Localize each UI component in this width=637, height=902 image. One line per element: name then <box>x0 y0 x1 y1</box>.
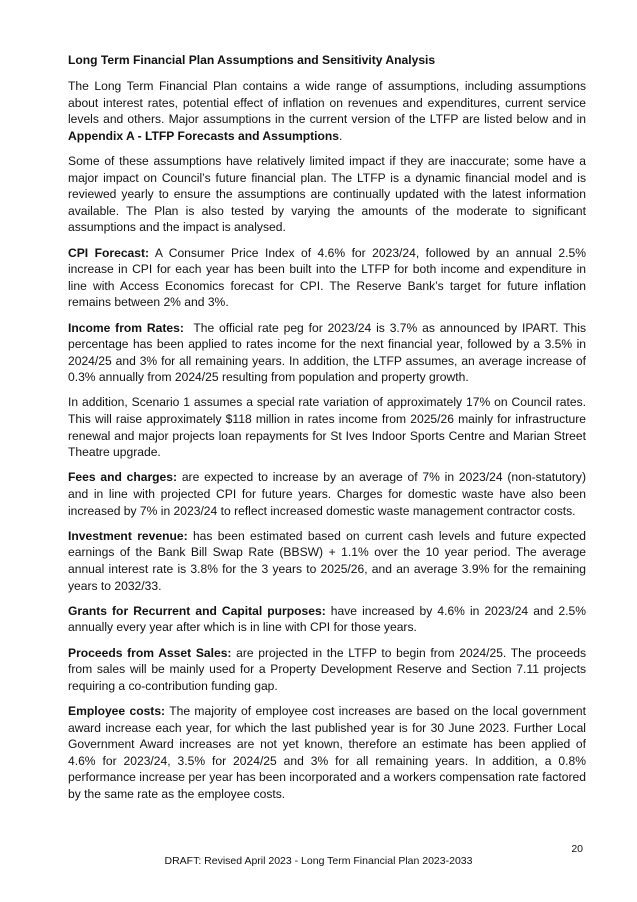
paragraph-cpi <box>68 245 586 311</box>
intro-text: The Long Term Financial Plan contains a wide range of assumptions, including assumptions about interest rates, potential effect of inflation on revenues and expenditures, current service levels and others. Major assumptions in the current version of the LTFP are listed below and in <box>68 79 586 127</box>
investment-label: Investment revenue: <box>68 528 188 543</box>
paragraph-fees <box>68 469 586 519</box>
fees-label: Fees and charges: <box>68 470 178 485</box>
paragraph-grants <box>68 603 586 636</box>
paragraph-scenario: In addition, Scenario 1 assumes a special rate variation of approximately 17% on Council rates. This will raise approximately $118 million in rates income from 2025/26 mainly for infrastructure renewal and major projects loan repayments for St Ives Indoor Sports Centre and Marian Street Theatre upgrade. <box>68 395 586 460</box>
paragraph-investment <box>68 528 586 594</box>
intro-end: . <box>339 128 343 143</box>
rates-label: Income from Rates: <box>68 320 184 335</box>
grants-label: Grants for Recurrent and Capital purposes: <box>68 603 326 618</box>
assets-text: are projected in the LTFP to begin from 2024/25. The proceeds from sales will be mainly used for a Property Development Reserve and Section 7.11 projects requiring a co-contribution funding gap. <box>68 645 586 693</box>
fees-text: are expected to increase by an average of 7% in 2023/24 (non-statutory) and in line with projected CPI for future years. Charges for domestic waste have also been increased by 7% in 2023/24 to reflect increased domestic waste management contractor costs. <box>68 470 586 518</box>
cpi-text: A Consumer Price Index of 4.6% for 2023/24, followed by an annual 2.5% increase in CPI for each year has been built into the LTFP for both income and expenditure in line with Access Economics forecast for CPI. The Reserve Bank’s target for future inflation remains between 2% and 3%. <box>68 245 586 310</box>
paragraph-assets <box>68 645 586 695</box>
employee-text: The majority of employee cost increases are based on the local government award increase each year, for which the last published year is for 30 June 2023. Further Local Government Award increases are not yet known, therefore an estimate has been applied of 4.6% for 2023/24, 3.5% for 2024/25 and 3% for all remaining years. In addition, a 0.8% performance increase per year has been incorporated and a workers compensation rate factored by the same rate as the employee costs. <box>68 703 586 801</box>
assets-label: Proceeds from Asset Sales: <box>68 645 232 660</box>
cpi-label: CPI Forecast: <box>68 245 150 260</box>
rates-text: The official rate peg for 2023/24 is 3.7% as announced by IPART. This percentage has been applied to rates income for the next financial year, followed by a 3.5% in 2024/25 and 3% for all remaining years. In addition, the LTFP assumes, an average increase of 0.3% annually from 2024/25 resulting from population and property growth. <box>68 320 590 385</box>
page-content <box>68 52 590 811</box>
paragraph-intro <box>68 78 586 144</box>
paragraph-sensitivity: Some of these assumptions have relatively limited impact if they are inaccurate; some have a major impact on Council’s future financial plan. The LTFP is a dynamic financial model and is reviewed yearly to ensure the assumptions are continually updated with the latest information available. The Plan is also tested by varying the amounts of the moderate to significant assumptions and the impact is analysed. <box>68 153 586 235</box>
appendix-reference: Appendix A - LTFP Forecasts and Assumptions <box>68 128 340 143</box>
paragraph-rates <box>68 320 590 386</box>
page-number: 20 <box>571 843 583 855</box>
grants-text: have increased by 4.6% in 2023/24 and 2.5% annually every year after which is in line with CPI for those years. <box>68 603 586 635</box>
page-footer: DRAFT: Revised April 2023 - Long Term Financial Plan 2023-2033 <box>164 855 473 867</box>
section-heading: Long Term Financial Plan Assumptions and Sensitivity Analysis <box>68 53 436 67</box>
investment-text: has been estimated based on current cash levels and future expected earnings of the Bank Bill Swap Rate (BBSW) + 1.1% over the 10 year period. The average annual interest rate is 3.8% for the 3 years to 2025/26, and an average 3.9% for the remaining years to 2032/33. <box>68 528 586 593</box>
paragraph-employee <box>68 703 586 803</box>
employee-label: Employee costs: <box>68 703 166 718</box>
